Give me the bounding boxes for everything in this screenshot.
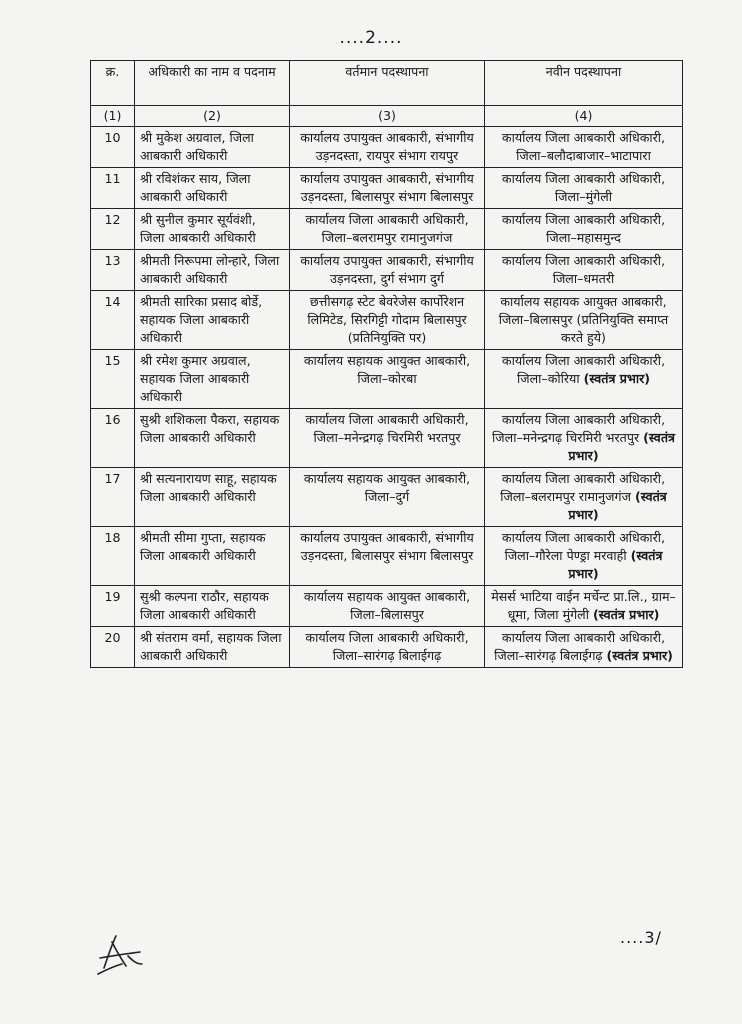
serial-number-cell-text: 20 [104, 630, 121, 645]
table-row [91, 409, 683, 468]
officer-name-cell-text: श्री सुनील कुमार सूर्यवंशी, जिला आबकारी अधिकारी [140, 212, 256, 245]
current-posting-cell [290, 168, 485, 209]
serial-number-cell-text: 12 [104, 212, 121, 227]
table-header-row [91, 61, 683, 106]
serial-number-cell-text: 10 [104, 130, 121, 145]
table-row [91, 127, 683, 168]
new-posting-cell-text: कार्यालय जिला आबकारी अधिकारी, जिला–कोरिया [501, 353, 666, 386]
serial-number-cell [91, 468, 135, 527]
officer-name-cell [135, 291, 290, 350]
next-page-marker: ....3/ [620, 928, 662, 947]
current-posting-cell-text: कार्यालय सहायक आयुक्त आबकारी, जिला–बिलासपुर [303, 589, 471, 622]
new-posting-cell-text: कार्यालय जिला आबकारी अधिकारी, जिला–गौरेला पेण्ड्रा मरवाही [501, 530, 666, 563]
new-posting-cell-text: कार्यालय जिला आबकारी अधिकारी, जिला–मुंगेली [501, 171, 666, 204]
serial-number-cell [91, 350, 135, 409]
current-posting-cell [290, 209, 485, 250]
serial-number-cell [91, 209, 135, 250]
current-posting-cell [290, 250, 485, 291]
current-posting-cell [290, 350, 485, 409]
current-posting-cell-text: कार्यालय उपायुक्त आबकारी, संभागीय उड़नदस्ता, बिलासपुर संभाग बिलासपुर [300, 171, 474, 204]
new-posting-cell [485, 468, 683, 527]
table-row [91, 586, 683, 627]
officer-name-cell-text: श्रीमती सीमा गुप्ता, सहायक जिला आबकारी अधिकारी [140, 530, 266, 563]
header-serial: क्र. [91, 61, 135, 106]
table-row [91, 291, 683, 350]
officer-name-cell-text: सुश्री शशिकला पैकरा, सहायक जिला आबकारी अधिकारी [140, 412, 280, 445]
independent-charge-label: (स्वतंत्र प्रभार) [606, 648, 673, 663]
header-new-posting: नवीन पदस्थापना [485, 61, 683, 106]
current-posting-cell-text: कार्यालय जिला आबकारी अधिकारी, जिला–बलरामपुर रामानुजगंज [305, 212, 469, 245]
new-posting-cell [485, 168, 683, 209]
new-posting-cell [485, 350, 683, 409]
current-posting-cell [290, 586, 485, 627]
table-row [91, 468, 683, 527]
new-posting-cell [485, 209, 683, 250]
transfer-table [90, 60, 683, 668]
current-posting-cell [290, 409, 485, 468]
signature [92, 930, 152, 980]
officer-name-cell-text: श्री मुकेश अग्रवाल, जिला आबकारी अधिकारी [140, 130, 254, 163]
officer-name-cell [135, 350, 290, 409]
current-posting-cell-text: कार्यालय सहायक आयुक्त आबकारी, जिला–दुर्ग [303, 471, 471, 504]
column-number: (4) [485, 106, 683, 127]
independent-charge-label: (स्वतंत्र प्रभार) [568, 489, 667, 522]
new-posting-cell [485, 291, 683, 350]
serial-number-cell [91, 291, 135, 350]
officer-name-cell-text: श्रीमती सारिका प्रसाद बोर्डे, सहायक जिला आबकारी अधिकारी [140, 294, 263, 345]
officer-name-cell-text: सुश्री कल्पना राठौर, सहायक जिला आबकारी अधिकारी [140, 589, 269, 622]
officer-name-cell [135, 586, 290, 627]
serial-number-cell-text: 13 [104, 253, 121, 268]
table-row [91, 250, 683, 291]
serial-number-cell [91, 586, 135, 627]
new-posting-cell-text: कार्यालय सहायक आयुक्त आबकारी, जिला–बिलासपुर (प्रतिनियुक्ति समाप्त करते हुये) [498, 294, 669, 345]
serial-number-cell-text: 19 [104, 589, 121, 604]
independent-charge-label: (स्वतंत्र प्रभार) [568, 430, 675, 463]
officer-name-cell-text: श्री रविशंकर साय, जिला आबकारी अधिकारी [140, 171, 251, 204]
current-posting-cell [290, 127, 485, 168]
officer-name-cell [135, 250, 290, 291]
new-posting-cell-text: कार्यालय जिला आबकारी अधिकारी, जिला–धमतरी [501, 253, 666, 286]
new-posting-cell-text: कार्यालय जिला आबकारी अधिकारी, जिला–महासमुन्द [501, 212, 666, 245]
new-posting-cell-text: कार्यालय जिला आबकारी अधिकारी, जिला–बलरामपुर रामानुजगंज [500, 471, 666, 504]
new-posting-cell-text: कार्यालय जिला आबकारी अधिकारी, जिला–बलौदाबाजार–भाटापारा [501, 130, 666, 163]
table-row [91, 627, 683, 668]
independent-charge-label: (स्वतंत्र प्रभार) [593, 607, 660, 622]
officer-name-cell [135, 468, 290, 527]
officer-name-cell [135, 409, 290, 468]
serial-number-cell-text: 14 [104, 294, 121, 309]
current-posting-cell-text: छत्तीसगढ़ स्टेट बेवरेजेस कार्पोरेशन लिमिटेड, सिरगिट्टी गोदाम बिलासपुर (प्रतिनियुक्ति पर) [307, 294, 467, 345]
new-posting-cell-text: कार्यालय जिला आबकारी अधिकारी, जिला–मनेन्द्रगढ़ चिरमिरी भरतपुर [492, 412, 666, 445]
new-posting-cell [485, 250, 683, 291]
current-posting-cell [290, 627, 485, 668]
officer-name-cell [135, 527, 290, 586]
header-officer-name: अधिकारी का नाम व पदनाम [135, 61, 290, 106]
new-posting-cell [485, 527, 683, 586]
current-posting-cell-text: कार्यालय जिला आबकारी अधिकारी, जिला–मनेन्द्रगढ़ चिरमिरी भरतपुर [305, 412, 469, 445]
serial-number-cell [91, 127, 135, 168]
officer-name-cell-text: श्री रमेश कुमार अग्रवाल, सहायक जिला आबकारी अधिकारी [140, 353, 251, 404]
current-posting-cell-text: कार्यालय जिला आबकारी अधिकारी, जिला–सारंगढ़ बिलाईगढ़ [305, 630, 469, 663]
new-posting-cell [485, 127, 683, 168]
officer-name-cell [135, 209, 290, 250]
serial-number-cell [91, 527, 135, 586]
column-number: (1) [91, 106, 135, 127]
serial-number-cell-text: 16 [104, 412, 121, 427]
independent-charge-label: (स्वतंत्र प्रभार) [568, 548, 663, 581]
officer-name-cell [135, 627, 290, 668]
serial-number-cell [91, 627, 135, 668]
current-posting-cell-text: कार्यालय उपायुक्त आबकारी, संभागीय उड़नदस्ता, रायपुर संभाग रायपुर [300, 130, 474, 163]
new-posting-cell-text: कार्यालय जिला आबकारी अधिकारी, जिला–सारंगढ़ बिलाईगढ़ [494, 630, 666, 663]
current-posting-cell-text: कार्यालय सहायक आयुक्त आबकारी, जिला–कोरबा [303, 353, 471, 386]
new-posting-cell [485, 409, 683, 468]
officer-name-cell [135, 127, 290, 168]
serial-number-cell-text: 15 [104, 353, 121, 368]
serial-number-cell [91, 168, 135, 209]
current-posting-cell [290, 291, 485, 350]
page-number: ....2.... [339, 28, 403, 48]
column-number: (3) [290, 106, 485, 127]
officer-name-cell-text: श्री सत्यनारायण साहू, सहायक जिला आबकारी अधिकारी [140, 471, 277, 504]
header-current-posting: वर्तमान पदस्थापना [290, 61, 485, 106]
new-posting-cell-text: मेसर्स भाटिया वाईन मर्चेन्ट प्रा.लि., ग्राम–धूमा, जिला मुंगेली [491, 589, 676, 622]
current-posting-cell [290, 527, 485, 586]
serial-number-cell [91, 250, 135, 291]
serial-number-cell [91, 409, 135, 468]
officer-name-cell-text: श्रीमती निरूपमा लोन्हारे, जिला आबकारी अधिकारी [140, 253, 280, 286]
current-posting-cell-text: कार्यालय उपायुक्त आबकारी, संभागीय उड़नदस्ता, बिलासपुर संभाग बिलासपुर [300, 530, 474, 563]
table-row [91, 209, 683, 250]
serial-number-cell-text: 18 [104, 530, 121, 545]
new-posting-cell [485, 627, 683, 668]
current-posting-cell [290, 468, 485, 527]
serial-number-cell-text: 11 [104, 171, 121, 186]
current-posting-cell-text: कार्यालय उपायुक्त आबकारी, संभागीय उड़नदस्ता, दुर्ग संभाग दुर्ग [300, 253, 474, 286]
table-row [91, 168, 683, 209]
independent-charge-label: (स्वतंत्र प्रभार) [583, 371, 650, 386]
table-row [91, 527, 683, 586]
column-number-row [91, 106, 683, 127]
column-number: (2) [135, 106, 290, 127]
new-posting-cell [485, 586, 683, 627]
officer-name-cell-text: श्री संतराम वर्मा, सहायक जिला आबकारी अधिकारी [140, 630, 282, 663]
serial-number-cell-text: 17 [104, 471, 121, 486]
table-row [91, 350, 683, 409]
officer-name-cell [135, 168, 290, 209]
